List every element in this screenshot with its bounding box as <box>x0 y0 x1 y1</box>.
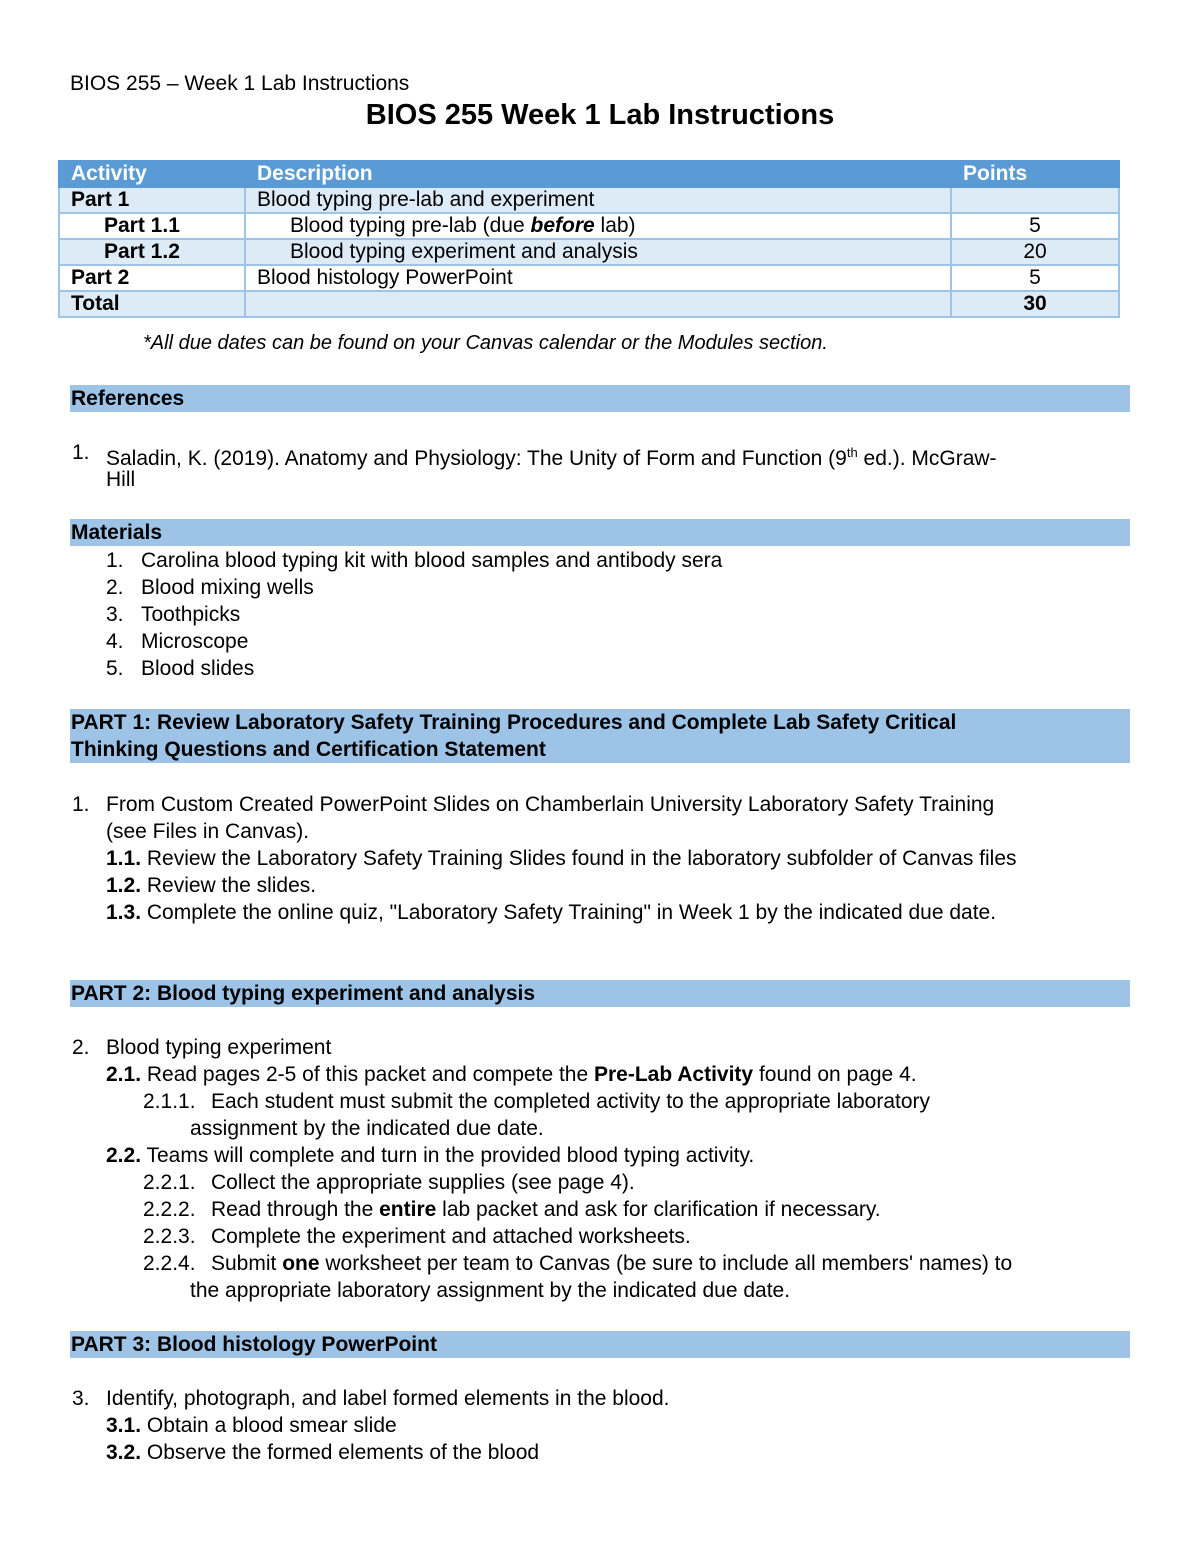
header-description: Description <box>245 161 951 187</box>
table-row <box>59 187 1119 213</box>
list-item: 2.2.2. Read through the entire lab packet and ask for clarification if necessary. <box>143 1198 881 1221</box>
row-activity: Part 1.1 <box>59 213 245 239</box>
part1-item-text: From Custom Created PowerPoint Slides on Chamberlain University Laboratory Safety Training <box>106 793 995 816</box>
list-item: 4. Microscope <box>106 630 249 653</box>
table-row <box>59 213 1119 239</box>
list-item: 1. Carolina blood typing kit with blood samples and antibody sera <box>106 549 723 572</box>
list-item: 3.2. Observe the formed elements of the blood <box>106 1441 540 1464</box>
row-points: 5 <box>951 213 1119 239</box>
due-date-note: *All due dates can be found on your Canvas calendar or the Modules section. <box>143 332 828 354</box>
row-description: Blood typing experiment and analysis <box>245 239 951 265</box>
list-item: 3.1. Obtain a blood smear slide <box>106 1414 397 1437</box>
list-item: 3. Toothpicks <box>106 603 241 626</box>
points-table <box>58 160 1120 318</box>
row-activity: Part 1 <box>59 187 245 213</box>
reference-item-text: Saladin, K. (2019). Anatomy and Physiology: The Unity of Form and Function (9th ed.). McGraw- <box>106 445 997 470</box>
part3-item-number: 3. <box>72 1387 90 1410</box>
list-item: 2. Blood mixing wells <box>106 576 314 599</box>
row-points: 30 <box>951 291 1119 317</box>
header-activity: Activity <box>59 161 245 187</box>
row-points <box>951 187 1119 213</box>
part2-item-text: Blood typing experiment <box>106 1036 332 1059</box>
row-activity: Part 1.2 <box>59 239 245 265</box>
part2-item-number: 2. <box>72 1036 90 1059</box>
part1-item-number: 1. <box>72 793 90 816</box>
header-points: Points <box>951 161 1119 187</box>
list-item: 2.2.4. Submit one worksheet per team to Canvas (be sure to include all members' names) to <box>143 1252 1013 1275</box>
section-heading-part2: PART 2: Blood typing experiment and analysis <box>70 980 1130 1007</box>
row-activity: Total <box>59 291 245 317</box>
list-item: 2.2.3. Complete the experiment and attached worksheets. <box>143 1225 691 1248</box>
list-item: 2.1. Read pages 2-5 of this packet and compete the Pre-Lab Activity found on page 4. <box>106 1063 917 1086</box>
row-description <box>245 291 951 317</box>
section-heading-materials: Materials <box>70 519 1130 546</box>
list-item: 2.2. Teams will complete and turn in the provided blood typing activity. <box>106 1144 755 1167</box>
row-points: 5 <box>951 265 1119 291</box>
list-item: 2.2.1. Collect the appropriate supplies (see page 4). <box>143 1171 635 1194</box>
row-description: Blood histology PowerPoint <box>245 265 951 291</box>
list-item-cont: the appropriate laboratory assignment by the indicated due date. <box>190 1279 791 1302</box>
running-head: BIOS 255 – Week 1 Lab Instructions <box>70 72 410 95</box>
table-row <box>59 239 1119 265</box>
table-row <box>59 265 1119 291</box>
list-item: 5. Blood slides <box>106 657 255 680</box>
row-activity: Part 2 <box>59 265 245 291</box>
table-header-row <box>59 161 1119 187</box>
part3-item-text: Identify, photograph, and label formed elements in the blood. <box>106 1387 670 1410</box>
section-heading-part3: PART 3: Blood histology PowerPoint <box>70 1331 1130 1358</box>
section-heading-part1: PART 1: Review Laboratory Safety Training Procedures and Complete Lab Safety Critical Thinking Questions and Certification Statement <box>70 709 1130 763</box>
page-title: BIOS 255 Week 1 Lab Instructions <box>365 99 835 131</box>
table-total-row <box>59 291 1119 317</box>
row-description: Blood typing pre-lab (due before lab) <box>245 213 951 239</box>
row-description: Blood typing pre-lab and experiment <box>245 187 951 213</box>
list-item: 2.1.1. Each student must submit the completed activity to the appropriate laboratory <box>143 1090 931 1113</box>
reference-item: 1. <box>72 441 90 464</box>
part1-item-text-cont: (see Files in Canvas). <box>106 820 310 843</box>
section-heading-references: References <box>70 385 1130 412</box>
list-item: 1.1. Review the Laboratory Safety Training Slides found in the laboratory subfolder of Canvas files <box>106 847 1017 870</box>
reference-item-cont: Hill <box>106 468 136 491</box>
list-item: 1.3. Complete the online quiz, "Laboratory Safety Training" in Week 1 by the indicated due date. <box>106 901 997 924</box>
row-points: 20 <box>951 239 1119 265</box>
list-item: 1.2. Review the slides. <box>106 874 317 897</box>
list-item-cont: assignment by the indicated due date. <box>190 1117 544 1140</box>
